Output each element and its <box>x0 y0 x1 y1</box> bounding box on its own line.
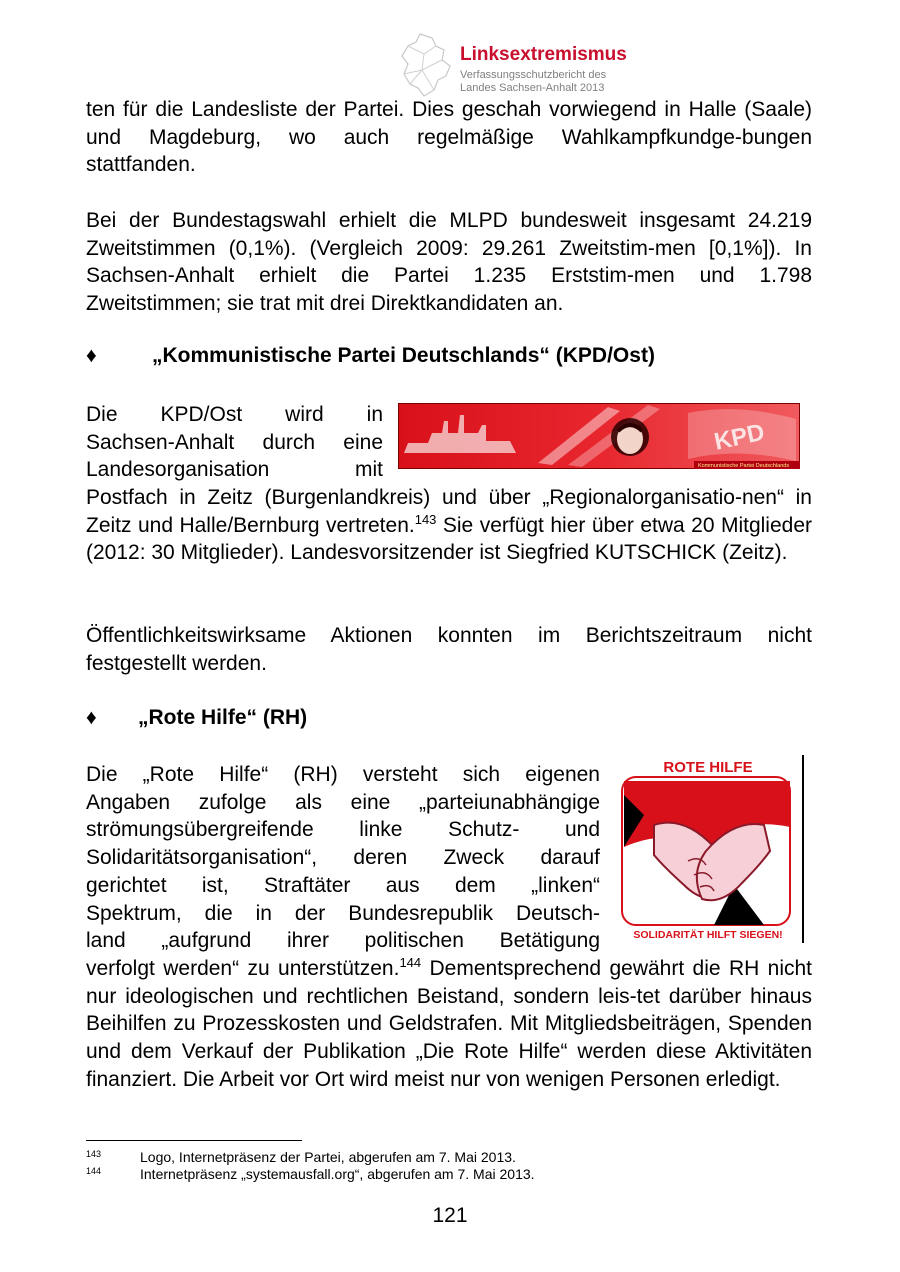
rote-hilfe-logo-image <box>614 755 806 943</box>
paragraph-text-part: verfolgt werden“ zu unterstützen. <box>86 957 400 980</box>
paragraph-kpd-details <box>86 484 812 567</box>
paragraph-bundestagswahl <box>86 207 812 318</box>
rh-intro-line: strömungsübergreifende linke Schutz- und <box>86 818 600 842</box>
header-subtitle-line1: Verfassungsschutzbericht des <box>460 69 607 81</box>
paragraph-text: Bei der Bundestagswahl erhielt die MLPD bundesweit insgesamt 24.219 Zweitstimmen (0,1%). (Vergleich 2009: 29.261 Zweitstim-men [0,1%]). In Sachsen-Anhalt erhielt die Partei 1.235 Erststim-men und 1.798 Zweitstimmen; sie trat mit drei Direktkandidaten an. <box>86 209 812 316</box>
footnote-text: Internetpräsenz „systemausfall.org“, abgerufen am 7. Mai 2013. <box>140 1166 535 1182</box>
page-number: 121 <box>432 1204 468 1227</box>
rh-intro-line: land „aufgrund ihrer politischen Betätigung <box>86 929 600 953</box>
kpd-banner-image <box>398 403 800 469</box>
kpd-intro-line: Die KPD/Ost wird in <box>86 403 383 426</box>
footnote-143 <box>86 1149 516 1165</box>
rh-intro-line: Spektrum, die in der Bundesrepublik Deutsch- <box>86 901 600 925</box>
footnote-divider <box>86 1140 302 1141</box>
rh-intro-line: Angaben zufolge als eine „parteiunabhängige <box>86 790 600 814</box>
section-heading-kpd <box>86 344 655 368</box>
paragraph-text <box>86 484 812 567</box>
paragraph-text: ten für die Landesliste der Partei. Dies geschah vorwiegend in Halle (Saale) und Magdeburg, wo auch regelmäßige Wahlkampfkundge-bungen stattfanden. <box>86 98 812 177</box>
rh-intro-text <box>86 761 600 955</box>
rh-intro-line: Solidaritätsorganisation“, deren Zweck darauf <box>86 846 600 870</box>
page-header <box>398 32 658 98</box>
kpd-intro-text <box>86 401 383 484</box>
logo-slogan: SOLIDARITÄT HILFT SIEGEN! <box>633 929 783 941</box>
paragraph-text-part: Postfach in Zeitz (Burgenlandkreis) und über „Regionalorganisatio-nen“ in Zeitz und Halle/Bernburg vertreten. <box>86 486 812 537</box>
header-title: Linksextremismus <box>460 44 627 65</box>
footnote-144 <box>86 1166 535 1182</box>
banner-logo-text: KPD <box>711 418 767 456</box>
header-subtitle-line2: Landes Sachsen-Anhalt 2013 <box>460 82 605 94</box>
paragraph-rh-details <box>86 955 812 1094</box>
footnote-ref-143[interactable]: 143 <box>414 511 437 527</box>
paragraph-kpd-actions <box>86 622 812 677</box>
heading-text: „Kommunistische Partei Deutschlands“ (KPD/Ost) <box>152 344 655 367</box>
heading-text: „Rote Hilfe“ (RH) <box>138 706 308 729</box>
rh-intro-line: gerichtet ist, Straftäter aus dem „linken“ <box>86 873 600 897</box>
footnote-number: 144 <box>86 1166 102 1176</box>
paragraph-text: Öffentlichkeitswirksame Aktionen konnten im Berichtszeitraum nicht festgestellt werden. <box>86 624 812 675</box>
rh-intro-line: Die „Rote Hilfe“ (RH) versteht sich eigenen <box>86 763 600 786</box>
saxony-anhalt-map-icon <box>398 32 454 98</box>
footnote-text: Logo, Internetpräsenz der Partei, abgerufen am 7. Mai 2013. <box>140 1149 516 1165</box>
footnote-ref-144[interactable]: 144 <box>399 955 422 970</box>
paragraph-text-part: Dementsprechend gewährt die RH nicht nur ideologischen und rechtlichen Beistand, sondern leis-tet darüber hinaus Beihilfen zu Prozesskosten und Geldstrafen. Mit Mitgliedsbeiträgen, Spenden und dem Verkauf der Publikation „Die Rote Hilfe“ werden diese Aktivitäten finanziert. Die Arbeit vor Ort wird meist nur von wenigen Personen erledigt. <box>86 957 813 1091</box>
logo-title: ROTE HILFE <box>663 759 753 776</box>
header-subtitle <box>460 69 606 95</box>
diamond-bullet-icon: ♦ <box>86 706 97 729</box>
section-heading-rote-hilfe <box>86 706 307 730</box>
diamond-bullet-icon: ♦ <box>86 344 97 367</box>
paragraph-text-part: Sie verfügt hier über etwa 20 Mitglieder (2012: 30 Mitglieder). Landesvorsitzender ist Siegfried KUTSCHICK (Zeitz). <box>86 513 812 565</box>
kpd-intro-line: Landesorganisation mit <box>86 458 383 482</box>
paragraph-text <box>86 955 812 1094</box>
footnote-number: 143 <box>86 1149 102 1159</box>
banner-caption: Kommunistische Partei Deutschlands <box>698 463 790 469</box>
paragraph-landesliste <box>86 96 812 179</box>
kpd-intro-line: Sachsen-Anhalt durch eine <box>86 430 383 454</box>
